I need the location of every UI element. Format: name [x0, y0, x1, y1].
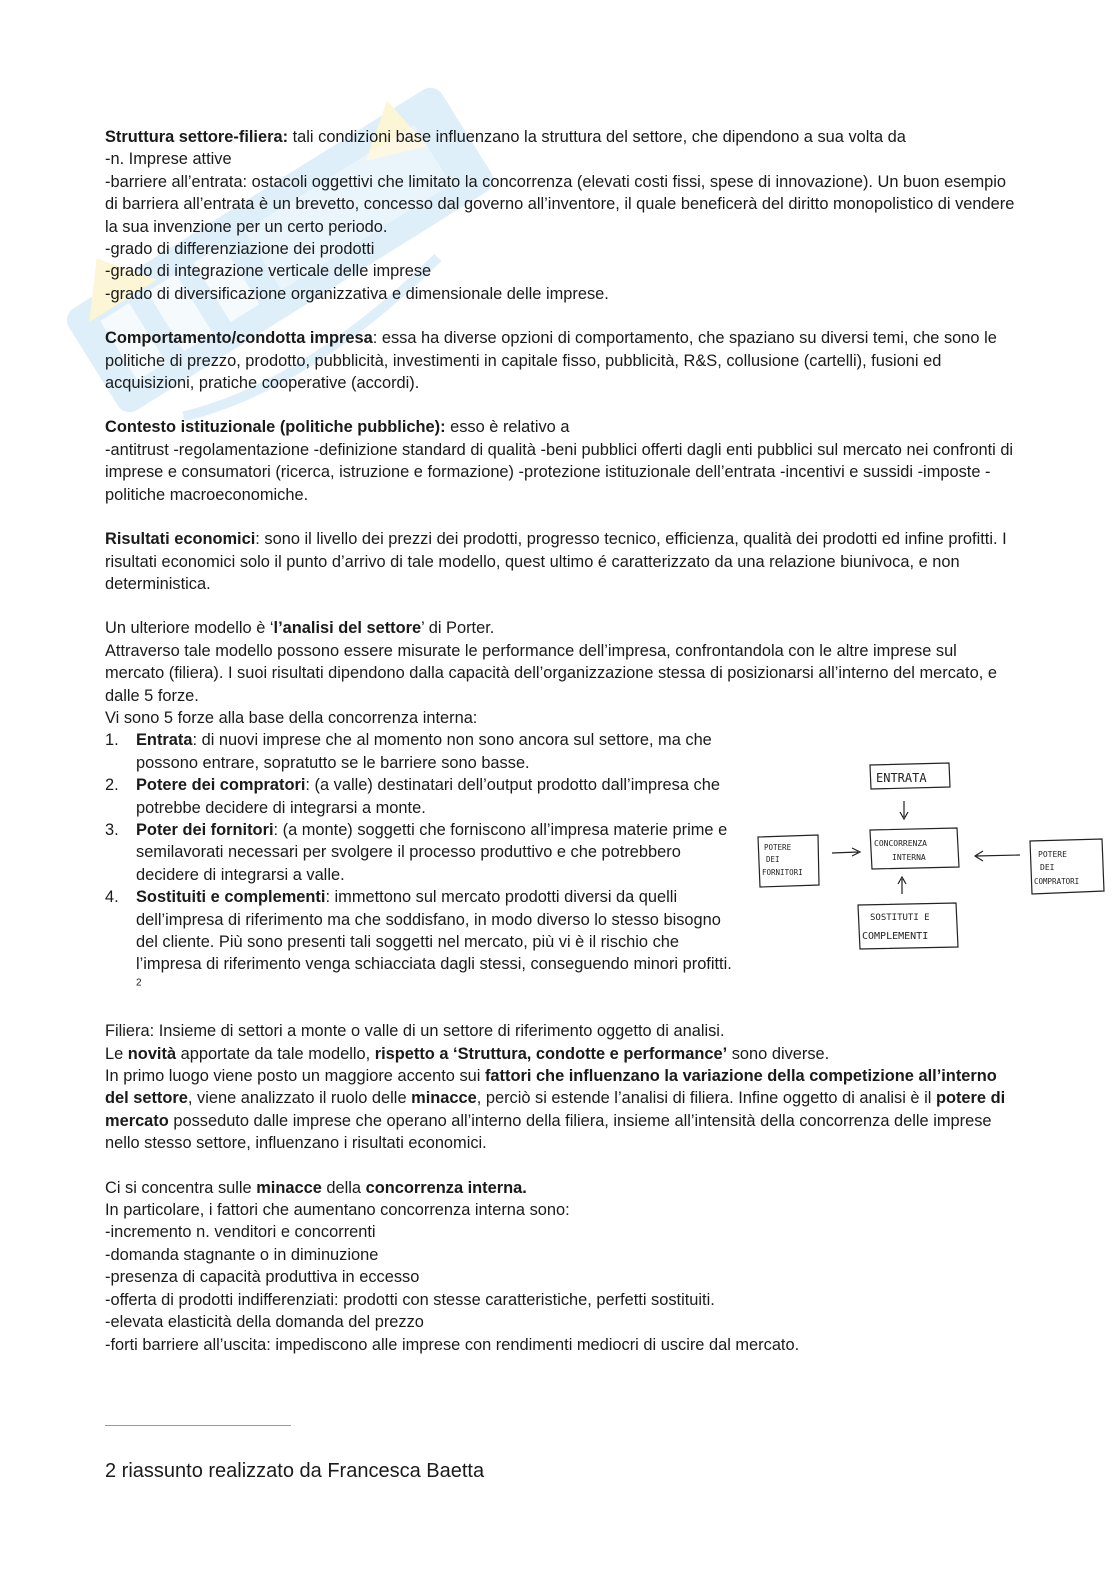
list-item: 1. Entrata: di nuovi imprese che al momento non sono ancora sul settore, ma che possono entrare, sopratutto se le barriere sono basse. — [105, 731, 712, 772]
forces-intro: Vi sono 5 forze alla base della concorrenza interna: — [105, 708, 478, 727]
document-body — [105, 126, 1015, 1356]
contesto-paragraph: Contesto istituzionale (politiche pubbliche): esso è relativo a — [105, 418, 570, 437]
comportamento-heading: Comportamento/condotta impresa — [105, 329, 373, 348]
contesto-text: -antitrust -regolamentazione -definizione standard di qualità -beni pubblici offerti dagli enti pubblici sul mercato nei confronti di imprese e consumatori (ricerca, istruzione e formazione) -protezione istituzionale dell’entrata -incentivi e sussidi -imposte -politiche macroeconomiche. — [105, 440, 1014, 504]
footnote-divider — [105, 1425, 291, 1426]
list-item: 4. Sostituiti e complementi: immettono sul mercato prodotti diversi da quelli dell’impresa di riferimento ma che soddisfano, in modo diverso lo stesso bisogno del cliente. Più sono presenti tali soggetti nel mercato, più vi è il rischio che l’impresa di riferimento venga schiacciata dagli stessi, conseguendo minori profitti. $^2$ — [105, 888, 732, 989]
struttura-paragraph: Struttura settore-filiera: tali condizioni base influenzano la struttura del settore, che dipendono a sua volta da — [105, 128, 906, 146]
list-item: -offerta di prodotti indifferenziati: prodotti con stesse caratteristiche, perfetti sostituiti. — [105, 1290, 715, 1309]
list-item: -barriere all’entrata: ostacoli oggettivi che limitato la concorrenza (elevati costi fissi, spese di innovazione). Un buon esempio di barriera all’entrata è un brevetto, concesso dal governo all’inventore, il quale beneficerà del diritto monopolistico di vendere la sua invenzione per un certo periodo. — [105, 172, 1015, 236]
fornitori-label: FORNITORI — [762, 868, 803, 877]
arrow-fornitori — [832, 848, 860, 856]
list-item: -forti barriere all’uscita: impediscono alle imprese con rendimenti mediocri di uscire dal mercato. — [105, 1335, 800, 1354]
list-item: -elevata elasticità della domanda del prezzo — [105, 1313, 424, 1332]
footnote-reference: 2 — [136, 977, 142, 989]
arrow-entrata — [900, 801, 908, 819]
compratori-label: DEI — [1040, 863, 1055, 872]
comportamento-paragraph: Comportamento/condotta impresa: essa ha diverse opzioni di comportamento, che spaziano su diversi temi, che sono le politiche di prezzo, prodotto, pubblicità, investimenti in capitale fisso, pubblicità, R&S, collusione (cartelli), fusioni ed acquisizioni, pratiche cooperative (accordi). — [105, 329, 997, 393]
porter-forces-diagram — [752, 757, 1108, 957]
concorrenza-box — [870, 828, 959, 869]
risultati-heading: Risultati economici — [105, 530, 256, 549]
list-item: -presenza di capacità produttiva in eccesso — [105, 1268, 420, 1287]
forces-list — [105, 729, 735, 998]
concorrenza-label: CONCORRENZA — [874, 839, 927, 848]
arrow-compratori — [975, 851, 1020, 861]
list-item: -domanda stagnante o in diminuzione — [105, 1245, 379, 1264]
filiera-definition: Filiera: Insieme di settori a monte o valle di un settore di riferimento oggetto di analisi. — [105, 1022, 725, 1041]
compratori-label: COMPRATORI — [1034, 877, 1080, 886]
porter-intro: Un ulteriore modello è ‘l’analisi del settore’ di Porter. — [105, 619, 495, 638]
entrata-label: ENTRATA — [876, 771, 927, 785]
compratori-label: POTERE — [1038, 850, 1067, 859]
sostituti-box — [858, 903, 958, 949]
filiera-paragraph: In primo luogo viene posto un maggiore accento sui fattori che influenzano la variazione della competizione all’interno del settore, viene analizzato il ruolo delle minacce, perciò si estende l’analisi di filiera. Infine oggetto di analisi è il potere di mercato posseduto dalle imprese che operano all’interno della filiera, insieme all’intensità della concorrenza delle imprese nello stesso settore, influenzano i risultati economici. — [105, 1067, 1006, 1153]
minacce-sentence: Ci si concentra sulle minacce della concorrenza interna. — [105, 1178, 527, 1197]
minacce-intro: In particolare, i fattori che aumentano concorrenza interna sono: — [105, 1201, 570, 1220]
sostituti-label: COMPLEMENTI — [862, 931, 929, 942]
fornitori-label: POTERE — [764, 843, 792, 852]
list-item: 3. Poter dei fornitori: (a monte) soggetti che forniscono all’impresa materie prime e semilavorati necessari per svolgere il processo produttivo e che potrebbero decidere di integrarsi a valle. — [105, 820, 728, 884]
novita-sentence: Le novità apportate da tale modello, rispetto a ‘Struttura, condotte e performance’ sono diverse. — [105, 1044, 830, 1063]
list-item: -grado di diversificazione organizzativa e dimensionale delle imprese. — [105, 284, 609, 303]
footnote: 2 riassunto realizzato da Francesca Baetta — [105, 1460, 485, 1482]
contesto-heading: Contesto istituzionale (politiche pubbliche): — [105, 418, 446, 437]
list-item: -grado di integrazione verticale delle imprese — [105, 262, 432, 281]
list-item: 2. Potere dei compratori: (a valle) destinatari dell’output prodotto dall’impresa che potrebbe decidere di integrarsi a monte. — [105, 776, 720, 817]
arrow-sostituti — [898, 877, 906, 894]
sostituti-label: SOSTITUTI E — [870, 913, 930, 923]
concorrenza-label: INTERNA — [892, 853, 926, 862]
list-item: -incremento n. venditori e concorrenti — [105, 1223, 376, 1242]
struttura-heading: Struttura settore-filiera: — [105, 128, 289, 146]
list-item: -grado di differenziazione dei prodotti — [105, 240, 375, 259]
fornitori-label: DEI — [766, 855, 780, 864]
porter-paragraph: Attraverso tale modello possono essere misurate le performance dell’impresa, confrontandola con le altre imprese sul mercato (filiera). I suoi risultati dipendono dalla capacità dell’organizzazione stessa di posizionarsi all’interno del mercato, e dalle 5 forze. — [105, 641, 997, 705]
risultati-paragraph: Risultati economici: sono il livello dei prezzi dei prodotti, progresso tecnico, efficienza, qualità dei prodotti ed infine profitti. I risultati economici solo il punto d’arrivo di tale modello, quest ultimo é caratterizzato da una relazione biunivoca, e non deterministica. — [105, 530, 1007, 593]
list-item: -n. Imprese attive — [105, 150, 232, 169]
